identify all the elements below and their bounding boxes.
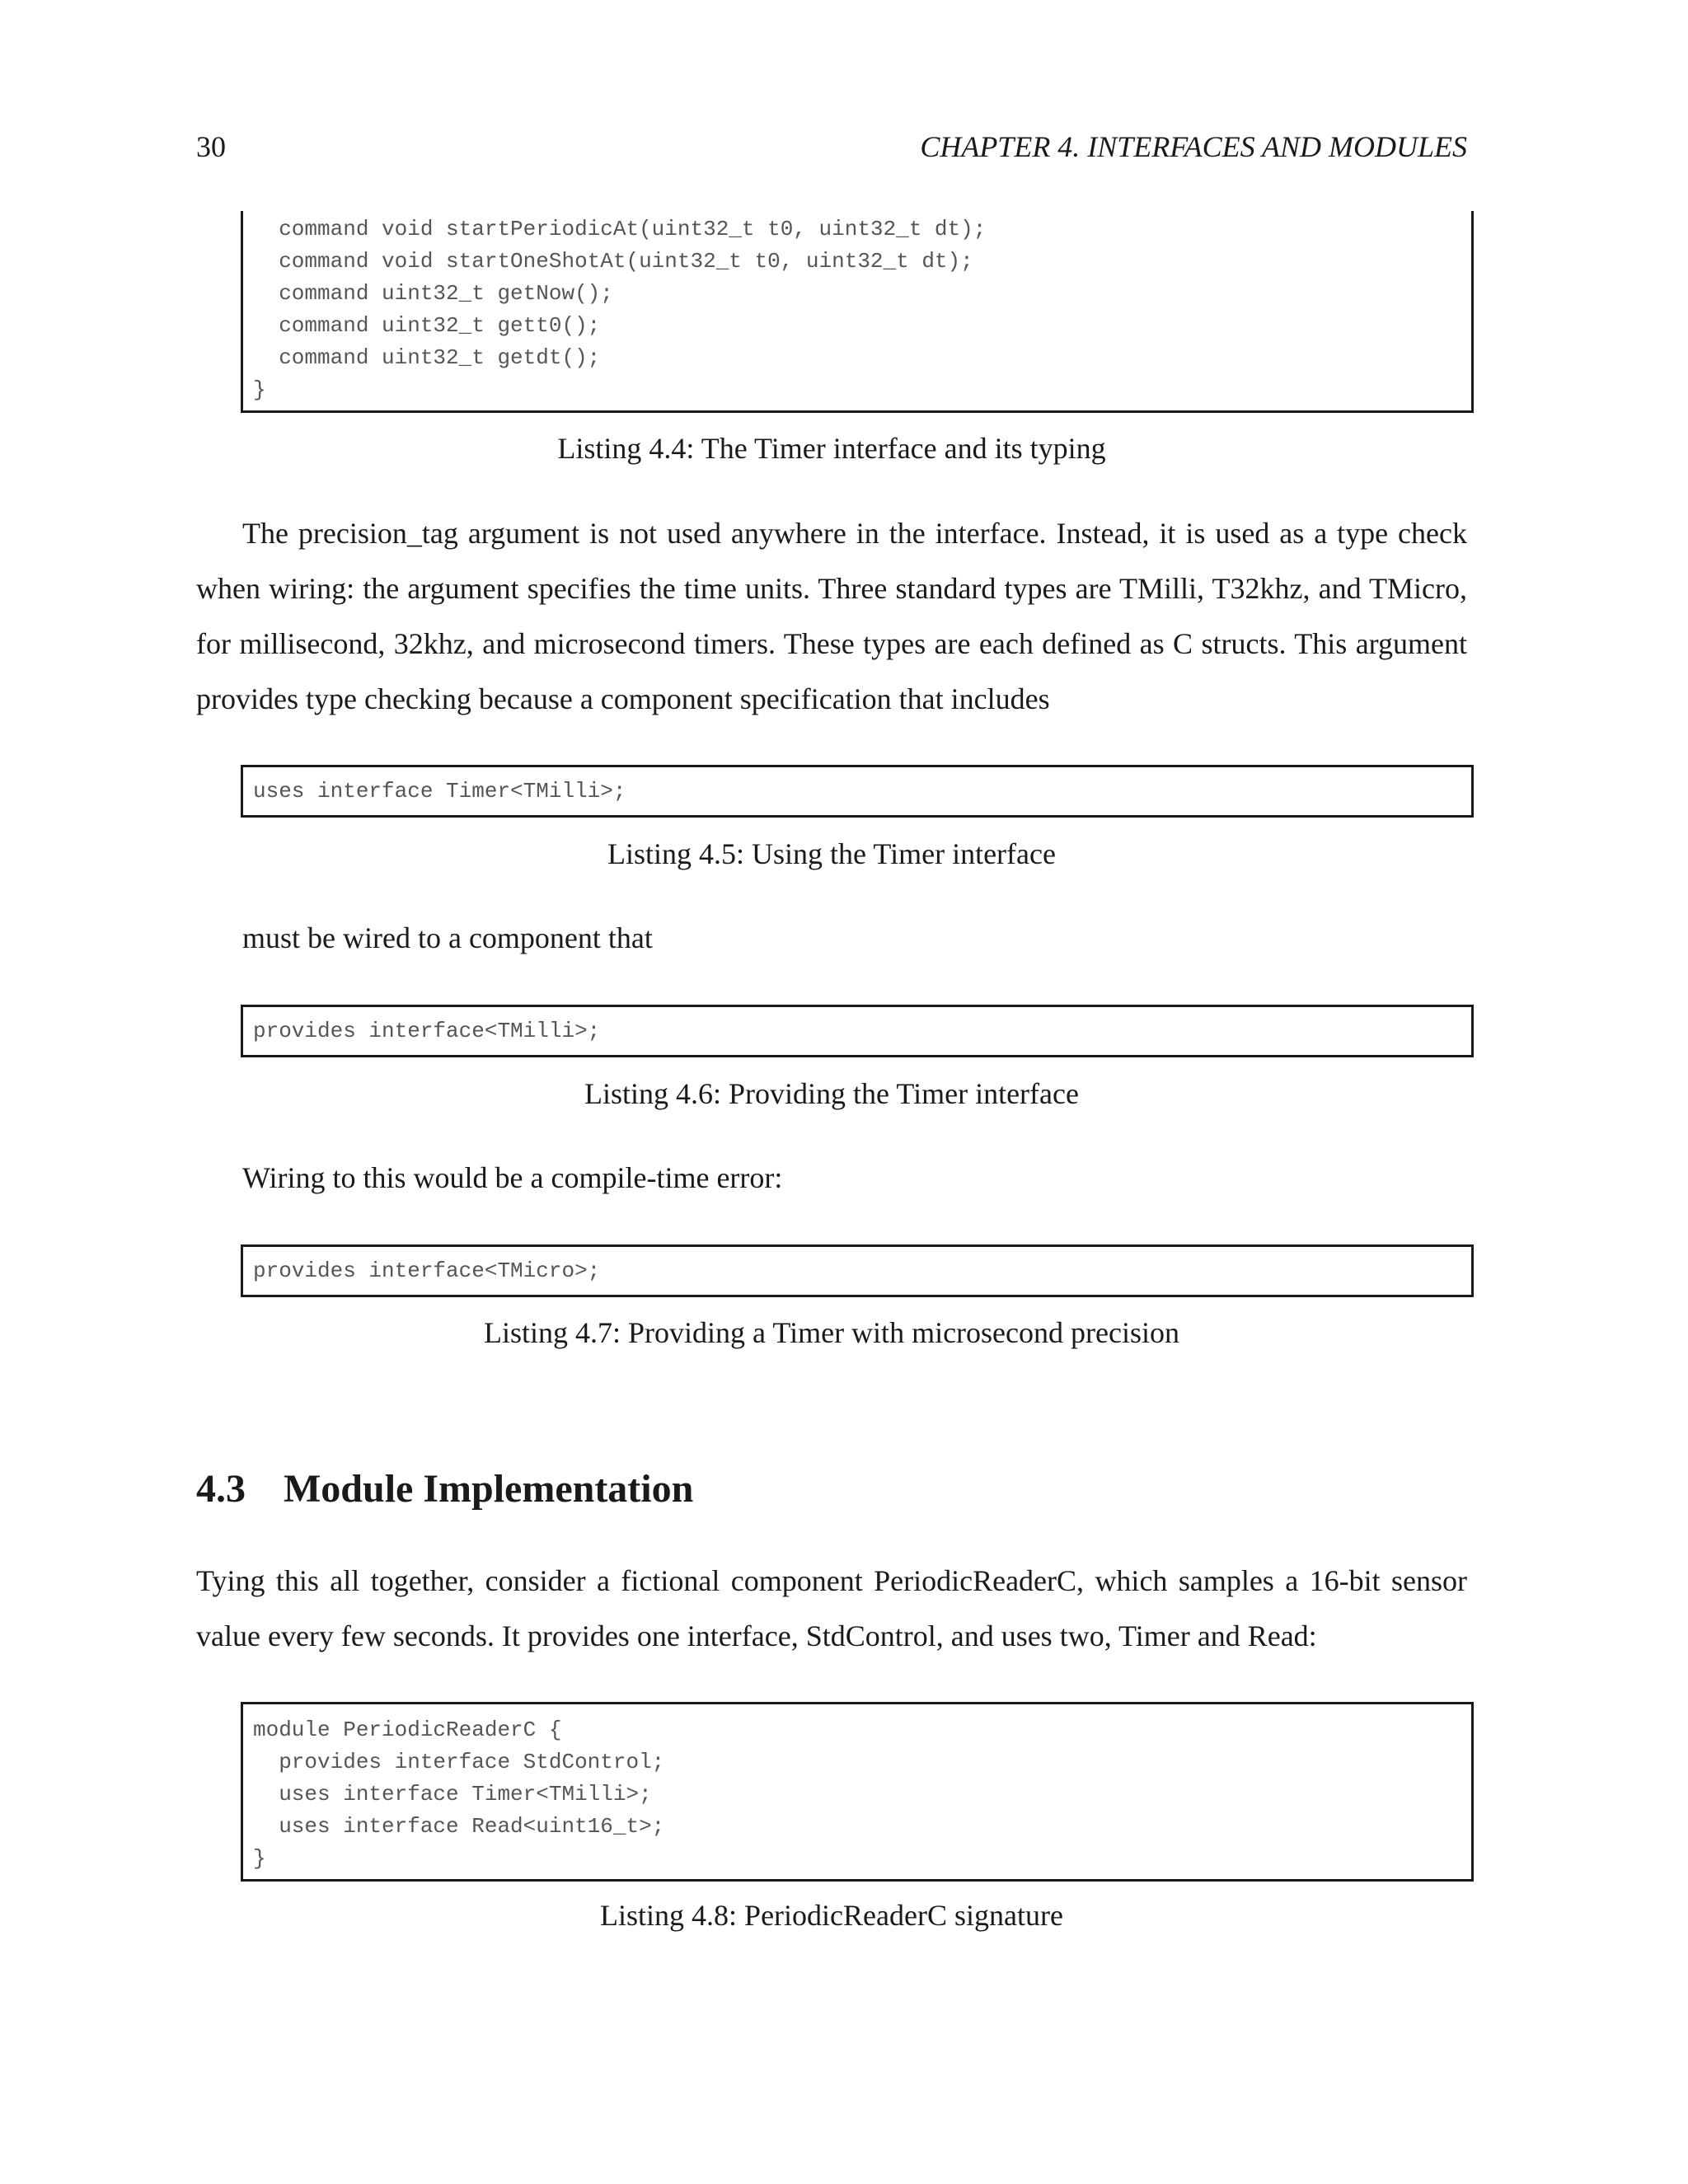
listing-4-8-code [241, 1702, 1474, 1882]
code-line: uses interface Read<uint16_t>; [253, 1814, 665, 1839]
listing-4-4-code [241, 211, 1474, 413]
body-paragraph: Tying this all together, consider a fictional component PeriodicReaderC, which samples a 16-bit sensor value every few seconds. It provides one interface, StdControl, and uses two, Timer and Read: [196, 1564, 1467, 1652]
code-block [243, 213, 1471, 406]
body-text-line: Wiring to this would be a compile-time error: [242, 1161, 783, 1194]
code-line: command void startPeriodicAt(uint32_t t0, uint32_t dt); [253, 217, 987, 241]
code-line: } [253, 377, 266, 402]
body-paragraph [196, 506, 1467, 727]
listing-4-5-code [241, 765, 1474, 818]
paragraph-text-start: The precision [242, 517, 407, 550]
body-text-line: must be wired to a component that [242, 921, 653, 954]
code-line: provides interface StdControl; [253, 1750, 665, 1774]
listing-4-4-caption: Listing 4.4: The Timer interface and its typing [557, 432, 1106, 465]
listing-4-6-code [241, 1005, 1474, 1057]
code-line: uses interface Timer<TMilli>; [253, 779, 626, 804]
code-line: provides interface<TMicro>; [253, 1258, 601, 1283]
code-line: uses interface Timer<TMilli>; [253, 1782, 652, 1807]
code-line: command uint32_t getdt(); [253, 345, 601, 370]
section-heading [196, 1463, 693, 1516]
listing-4-5-caption: Listing 4.5: Using the Timer interface [607, 837, 1056, 870]
listing-4-6-caption: Listing 4.6: Providing the Timer interface [584, 1077, 1079, 1110]
code-line: command uint32_t getNow(); [253, 281, 613, 306]
code-line: command void startOneShotAt(uint32_t t0, uint32_t dt); [253, 249, 973, 274]
section-number: 4.3 [196, 1467, 246, 1511]
underscore-glyph: _ [406, 517, 422, 550]
running-header [196, 124, 1467, 170]
code-line: module PeriodicReaderC { [253, 1718, 562, 1742]
listing-4-7-code [241, 1244, 1474, 1297]
page-number: 30 [196, 130, 226, 163]
listing-4-7-caption: Listing 4.7: Providing a Timer with microsecond precision [484, 1316, 1179, 1349]
chapter-title: CHAPTER 4. INTERFACES AND MODULES [920, 130, 1467, 163]
code-block [243, 1714, 1471, 1875]
code-line: provides interface<TMilli>; [253, 1019, 601, 1043]
listing-4-8-caption: Listing 4.8: PeriodicReaderC signature [600, 1899, 1063, 1932]
section-title: Module Implementation [284, 1467, 694, 1511]
paragraph-text-rest: tag argument is not used anywhere in the interface. Instead, it is used as a type check when wiring: the argument specifies the time units. Three standard types are TMilli, T32khz, and TMicro, for millisecond, 32khz, and microsecond timers. These types are each defined as C structs. This argument provides type checking because a component specification that includes [196, 517, 1467, 715]
code-line: } [253, 1846, 266, 1871]
code-line: command uint32_t gett0(); [253, 313, 601, 338]
